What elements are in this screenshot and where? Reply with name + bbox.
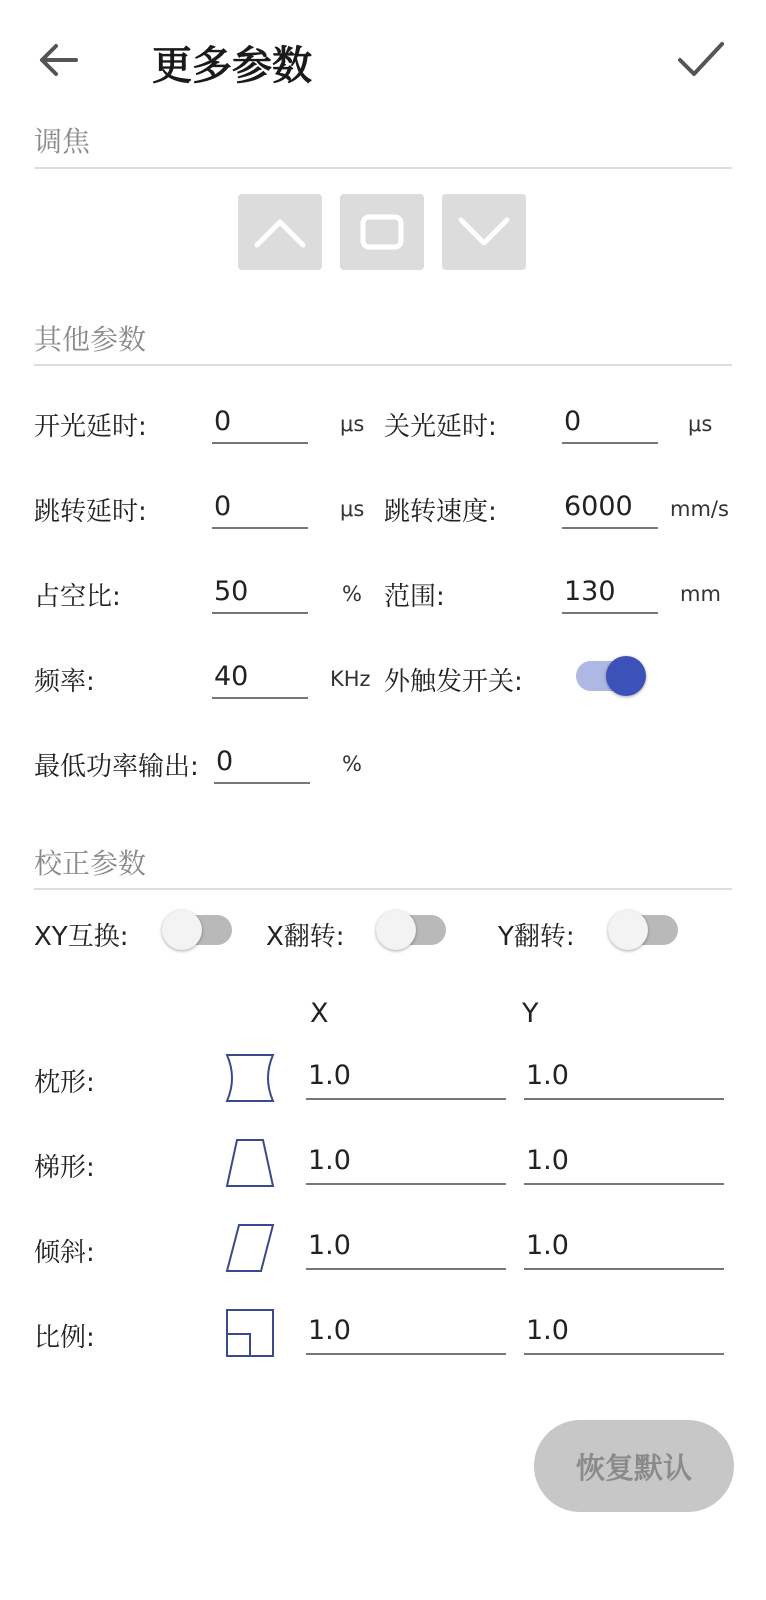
laser-off-delay-input[interactable]: 0	[562, 400, 658, 444]
scale-label: 比例:	[34, 1323, 95, 1353]
x-flip-label: X翻转:	[266, 922, 345, 952]
focus-reset-button[interactable]	[340, 194, 424, 270]
laser-on-delay-label: 开光延时:	[34, 412, 147, 442]
toggle-knob	[606, 656, 646, 696]
laser-on-delay-unit: μs	[340, 412, 365, 436]
trapezoid-label: 梯形:	[34, 1153, 95, 1183]
jump-delay-label: 跳转延时:	[34, 497, 147, 527]
square-icon	[360, 214, 404, 250]
xy-swap-label: XY互换:	[34, 922, 129, 952]
focus-section-title: 调焦	[34, 125, 91, 158]
divider	[34, 364, 732, 366]
divider	[34, 167, 732, 169]
page-title: 更多参数	[152, 43, 312, 89]
scale-x-input[interactable]: 1.0	[306, 1307, 506, 1355]
frequency-input[interactable]: 40	[212, 655, 308, 699]
toggle-knob	[608, 910, 648, 950]
laser-off-delay-unit: μs	[688, 412, 713, 436]
chevron-down-icon	[457, 215, 511, 249]
laser-on-delay-input[interactable]: 0	[212, 400, 308, 444]
min-power-label: 最低功率输出:	[34, 752, 199, 782]
divider	[34, 888, 732, 890]
duty-unit: %	[342, 582, 362, 606]
duty-label: 占空比:	[34, 582, 121, 612]
y-flip-label: Y翻转:	[498, 922, 575, 952]
pincushion-label: 枕形:	[34, 1068, 95, 1098]
jump-speed-input[interactable]: 6000	[562, 485, 658, 529]
jump-speed-unit: mm/s	[670, 497, 729, 521]
skew-icon	[224, 1222, 276, 1274]
frequency-unit: KHz	[330, 667, 371, 691]
xy-swap-toggle[interactable]	[166, 915, 232, 945]
pincushion-x-input[interactable]: 1.0	[306, 1052, 506, 1100]
duty-input[interactable]: 50	[212, 570, 308, 614]
ext-trigger-label: 外触发开关:	[384, 667, 523, 697]
focus-down-button[interactable]	[442, 194, 526, 270]
min-power-input[interactable]: 0	[214, 740, 310, 784]
frequency-label: 频率:	[34, 667, 95, 697]
min-power-unit: %	[342, 752, 362, 776]
x-flip-toggle[interactable]	[380, 915, 446, 945]
other-section-title: 其他参数	[34, 323, 147, 356]
pincushion-y-input[interactable]: 1.0	[524, 1052, 724, 1100]
column-y-header: Y	[522, 998, 539, 1029]
calibration-section-title: 校正参数	[34, 847, 147, 880]
ext-trigger-toggle[interactable]	[576, 661, 642, 691]
column-x-header: X	[310, 998, 329, 1029]
skew-y-input[interactable]: 1.0	[524, 1222, 724, 1270]
scale-icon	[224, 1307, 276, 1359]
skew-label: 倾斜:	[34, 1238, 95, 1268]
confirm-check-icon[interactable]	[676, 36, 726, 82]
jump-delay-input[interactable]: 0	[212, 485, 308, 529]
range-label: 范围:	[384, 582, 445, 612]
pincushion-icon	[224, 1052, 276, 1104]
toggle-knob	[376, 910, 416, 950]
scale-y-input[interactable]: 1.0	[524, 1307, 724, 1355]
trapezoid-x-input[interactable]: 1.0	[306, 1137, 506, 1185]
trapezoid-y-input[interactable]: 1.0	[524, 1137, 724, 1185]
focus-up-button[interactable]	[238, 194, 322, 270]
y-flip-toggle[interactable]	[612, 915, 678, 945]
restore-defaults-button[interactable]: 恢复默认	[534, 1420, 734, 1512]
range-input[interactable]: 130	[562, 570, 658, 614]
chevron-up-icon	[253, 215, 307, 249]
jump-speed-label: 跳转速度:	[384, 497, 497, 527]
back-arrow-icon[interactable]	[36, 38, 80, 82]
laser-off-delay-label: 关光延时:	[384, 412, 497, 442]
trapezoid-icon	[224, 1137, 276, 1189]
toggle-knob	[162, 910, 202, 950]
range-unit: mm	[680, 582, 721, 606]
skew-x-input[interactable]: 1.0	[306, 1222, 506, 1270]
jump-delay-unit: μs	[340, 497, 365, 521]
